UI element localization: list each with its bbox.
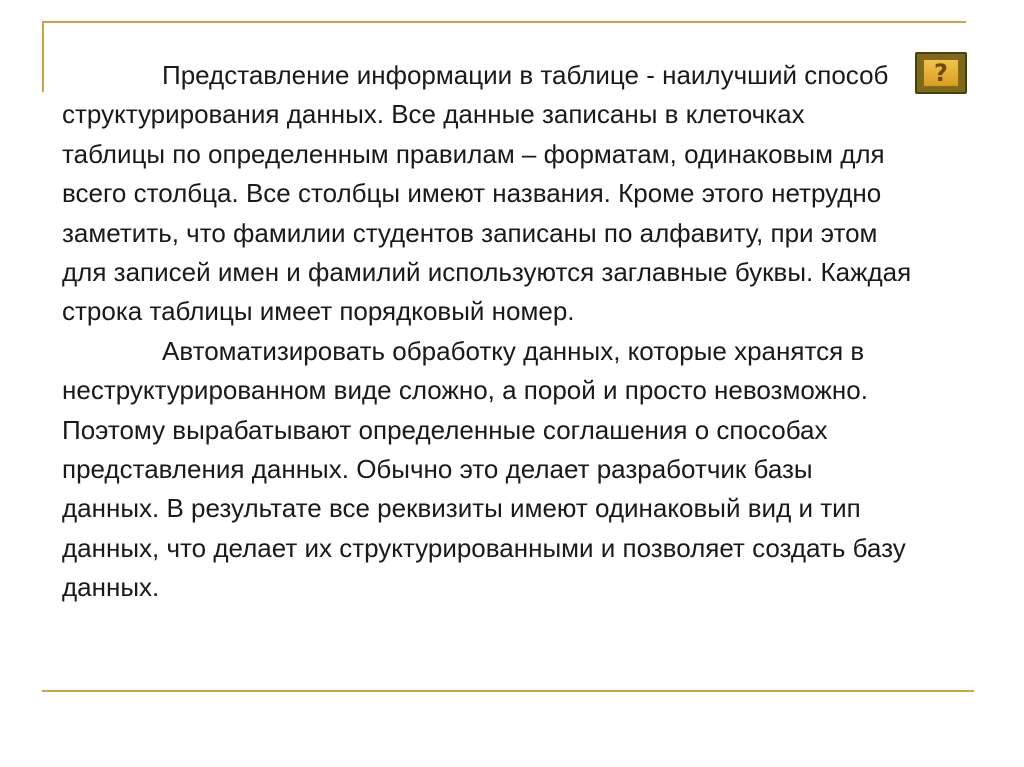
help-button-face[interactable] [923, 59, 959, 87]
frame-top-rule [42, 21, 966, 23]
slide-body-text [62, 56, 912, 608]
question-mark-icon: ? [934, 59, 948, 87]
frame-left-rule [42, 21, 44, 92]
frame-bottom-rule [42, 690, 974, 692]
help-button[interactable] [915, 52, 967, 94]
paragraph-table-representation: Представление информации в таблице - наилучший способ структурирования данных. Все данные записаны в клеточках таблицы по определенным правилам – форматам, одинаковым для всего столбца. Все столбцы имеют названия. Кроме этого нетрудно заметить, что фамилии студентов записаны по алфавиту, при этом для записей имен и фамилий используются заглавные буквы. Каждая строка таблицы имеет порядковый номер. [62, 60, 912, 327]
paragraph-automation: Автоматизировать обработку данных, которые хранятся в неструктурированном виде сложно, а порой и просто невозможно. Поэтому вырабатывают определенные соглашения о способах представления данных. Обычно это делает разработчик базы данных. В результате все реквизиты имеют одинаковый вид и тип данных, что делает их структурированными и позволяет создать базу данных. [62, 335, 906, 603]
